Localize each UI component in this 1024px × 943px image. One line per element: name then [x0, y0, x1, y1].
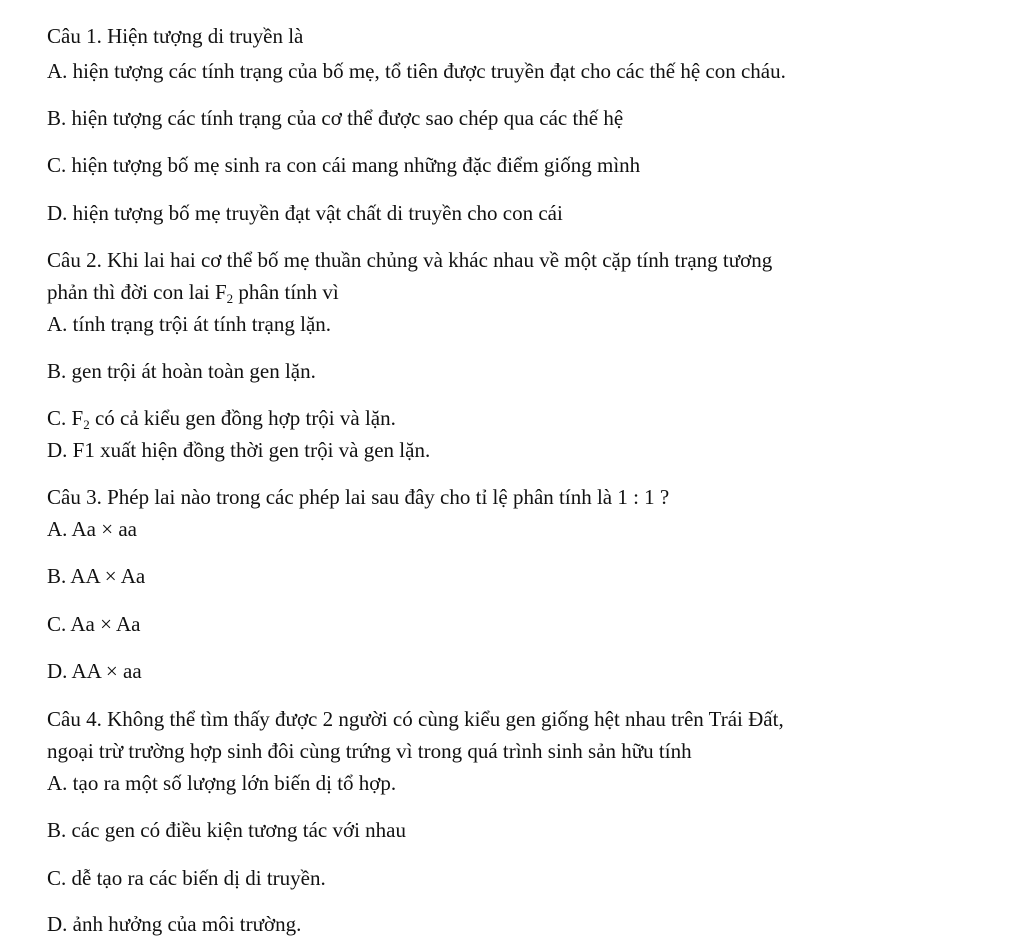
question-3-option-a: A. Aa × aa	[47, 517, 137, 541]
question-1-option-c: C. hiện tượng bố mẹ sinh ra con cái mang những đặc điểm giống mình	[47, 153, 641, 177]
question-1-option-b: B. hiện tượng các tính trạng của cơ thể được sao chép qua các thế hệ	[47, 106, 624, 130]
question-4-option-d: D. ảnh hưởng của môi trường.	[47, 912, 302, 936]
question-2-title: Câu 2. Khi lai hai cơ thể bố mẹ thuần chủng và khác nhau về một cặp tính trạng tương	[47, 248, 773, 272]
question-1-option-a: A. hiện tượng các tính trạng của bố mẹ, tổ tiên được truyền đạt cho các thế hệ con cháu.	[47, 59, 786, 83]
question-3-option-c: C. Aa × Aa	[47, 612, 141, 636]
question-3-option-d: D. AA × aa	[47, 659, 142, 683]
subscript-2: 2	[83, 417, 90, 432]
question-1-title: Câu 1. Hiện tượng di truyền là	[47, 24, 304, 48]
question-4-title-line-2: ngoại trừ trường hợp sinh đôi cùng trứng vì trong quá trình sinh sản hữu tính	[47, 739, 692, 763]
question-4-title: Câu 4. Không thể tìm thấy được 2 người có cùng kiểu gen giống hệt nhau trên Trái Đất,	[47, 707, 784, 731]
question-4-option-b: B. các gen có điều kiện tương tác với nhau	[47, 818, 406, 842]
question-2-title-line-2	[47, 280, 339, 304]
question-2-option-d: D. F1 xuất hiện đồng thời gen trội và gen lặn.	[47, 438, 431, 462]
question-1-option-d: D. hiện tượng bố mẹ truyền đạt vật chất di truyền cho con cái	[47, 201, 563, 225]
question-3-option-b: B. AA × Aa	[47, 564, 146, 588]
question-2-title-text-end: phân tính vì	[233, 280, 339, 304]
question-3-title: Câu 3. Phép lai nào trong các phép lai sau đây cho tỉ lệ phân tính là 1 : 1 ?	[47, 485, 670, 509]
question-2-option-c-text: C. F	[47, 406, 84, 430]
question-2-option-c	[47, 406, 396, 430]
question-2-option-a: A. tính trạng trội át tính trạng lặn.	[47, 312, 332, 336]
question-2-title-text: phản thì đời con lai F	[47, 280, 227, 304]
question-2-option-c-text-end: có cả kiểu gen đồng hợp trội và lặn.	[89, 406, 396, 430]
question-2-option-b: B. gen trội át hoàn toàn gen lặn.	[47, 359, 316, 383]
question-4-option-a: A. tạo ra một số lượng lớn biến dị tổ hợp.	[47, 771, 397, 795]
question-4-option-c: C. dễ tạo ra các biến dị di truyền.	[47, 866, 326, 890]
subscript-2: 2	[226, 291, 234, 306]
